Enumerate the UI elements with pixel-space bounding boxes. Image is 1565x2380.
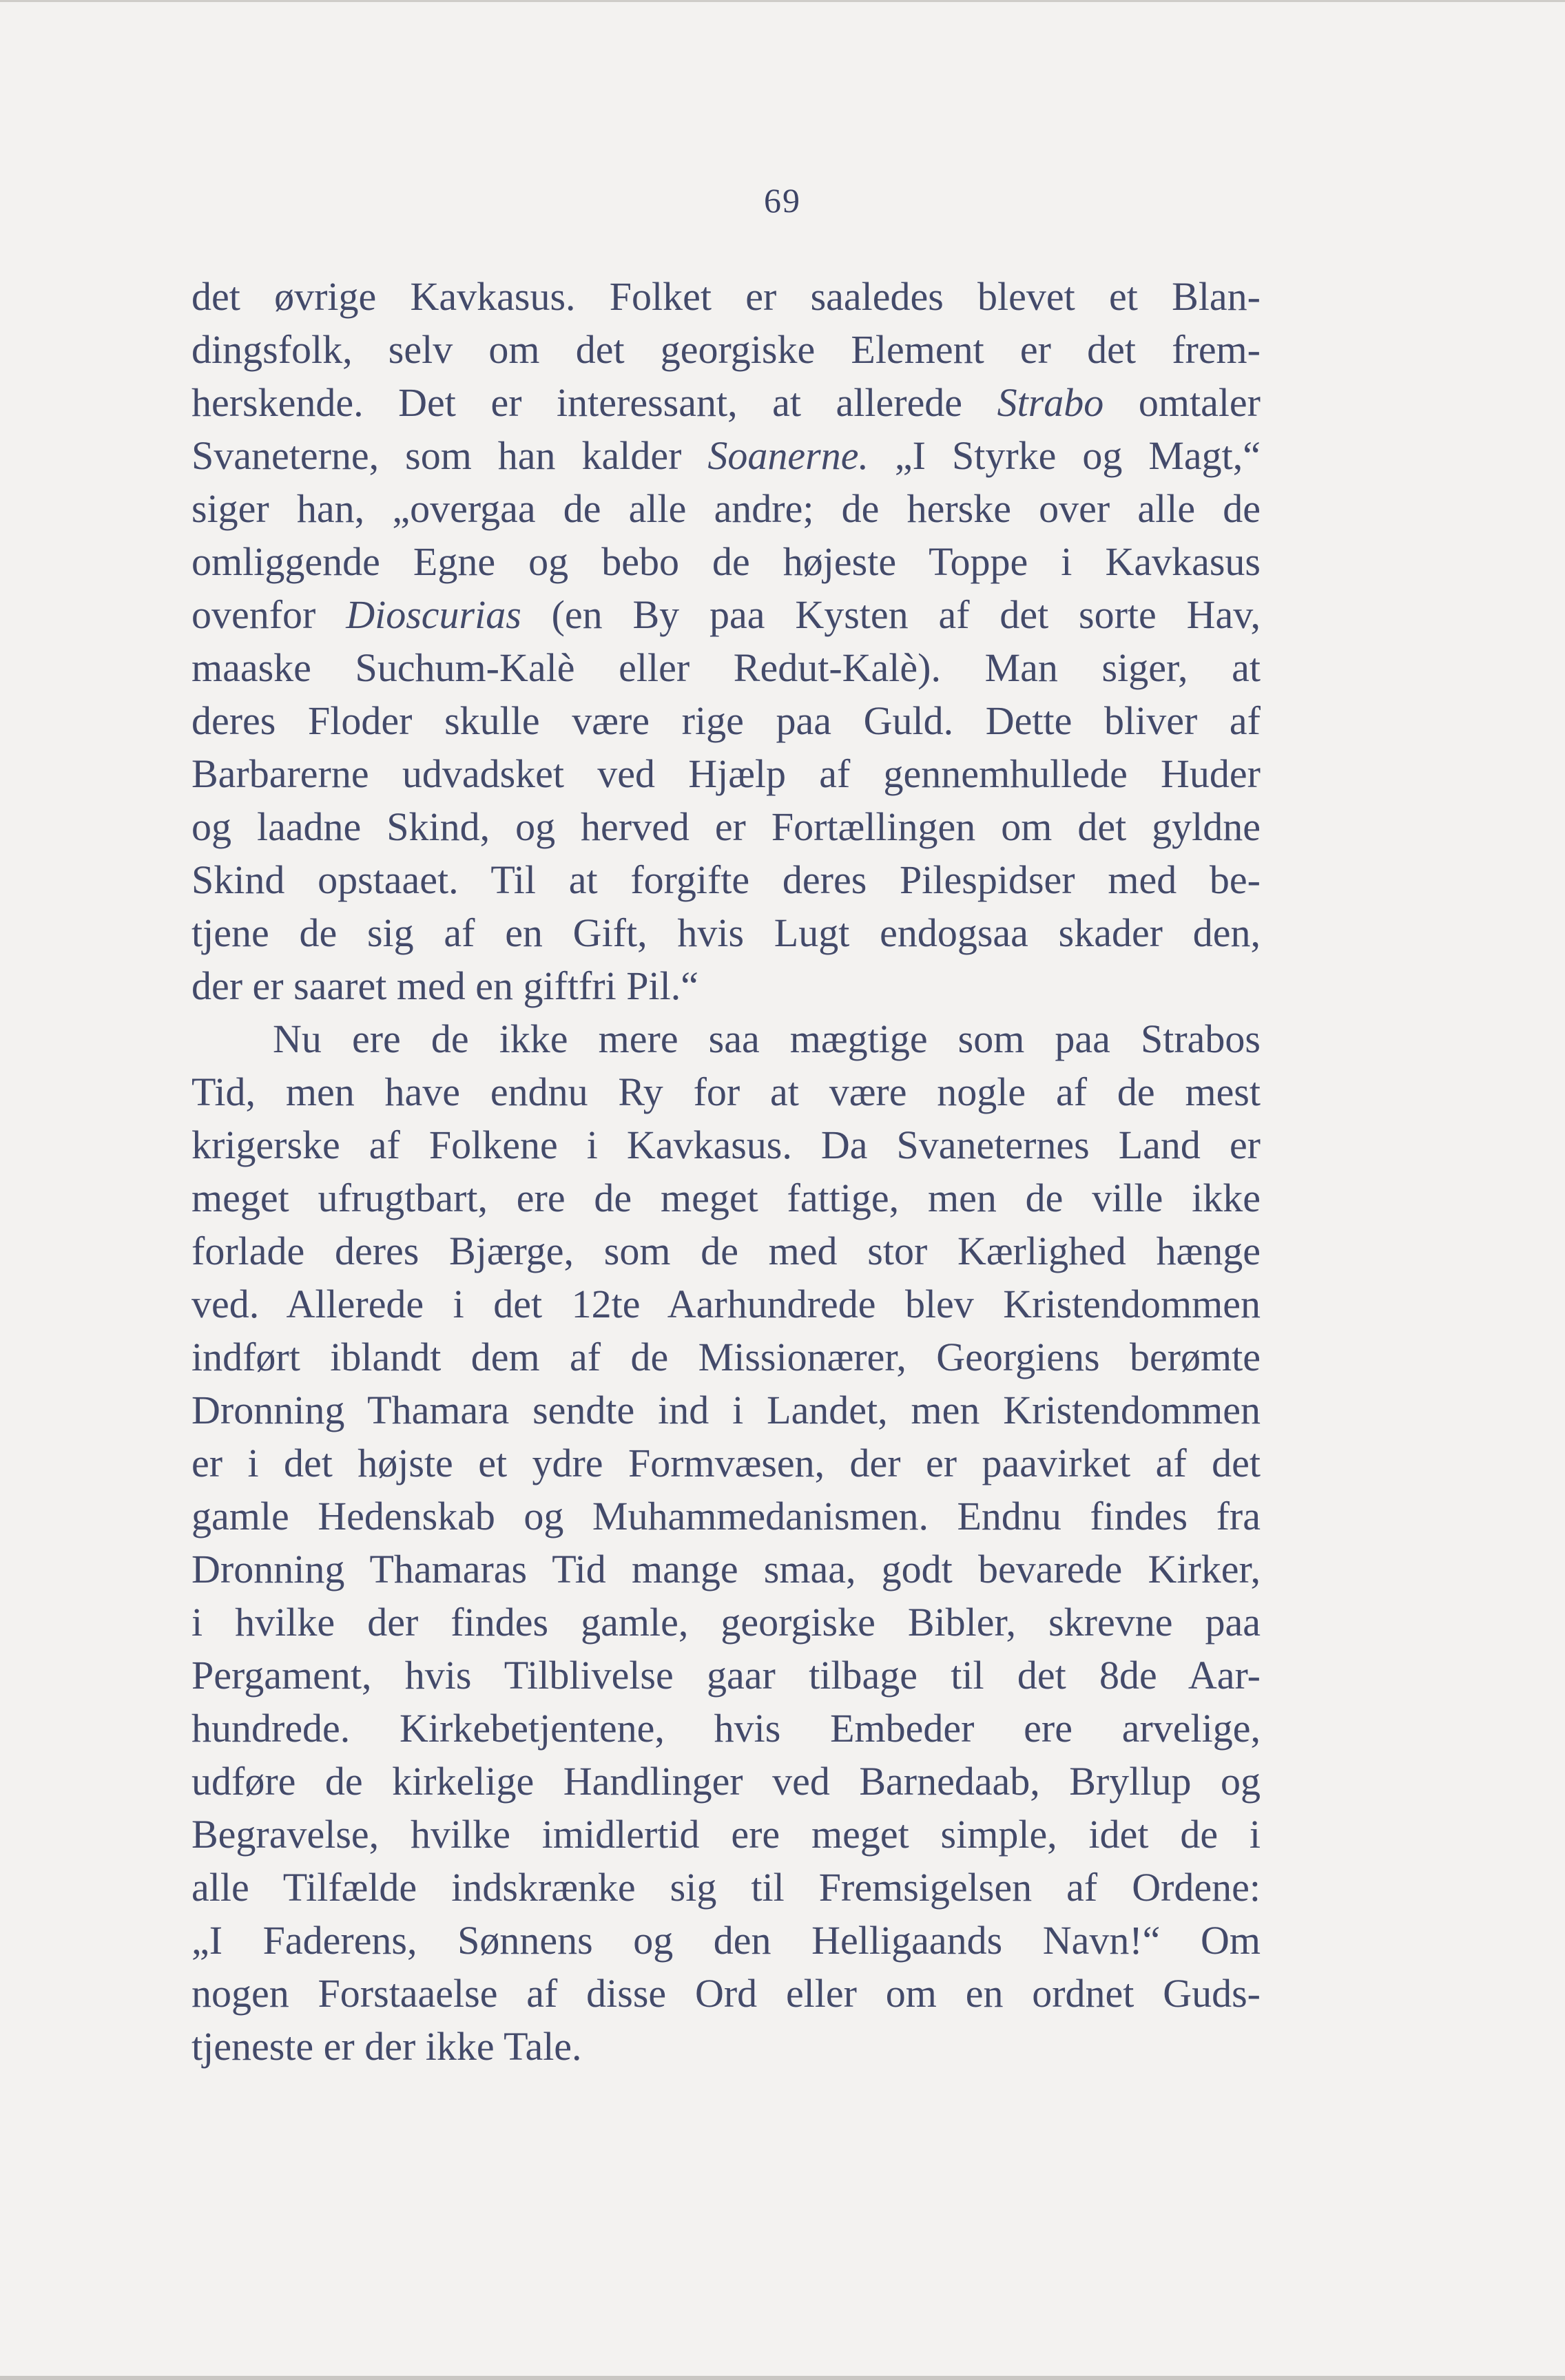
text-line	[191, 1543, 1261, 1596]
text-segment: „I Styrke og Magt,“	[868, 433, 1261, 478]
text-segment: i hvilke der findes gamle, georgiske Bibler, skrevne paa	[191, 1600, 1261, 1645]
text-segment: Nu ere de ikke mere saa mægtige som paa Strabos	[273, 1016, 1261, 1061]
text-segment: udføre de kirkelige Handlinger ved Barnedaab, Bryllup og	[191, 1759, 1261, 1804]
text-line	[191, 959, 1261, 1012]
text-segment: indført iblandt dem af de Missionærer, Georgiens berømte	[191, 1335, 1261, 1379]
body-text	[191, 270, 1261, 2073]
text-line	[191, 429, 1261, 482]
text-line	[191, 1702, 1261, 1755]
text-line	[191, 694, 1261, 747]
text-line	[191, 482, 1261, 535]
text-line	[191, 1755, 1261, 1808]
text-line	[191, 1967, 1261, 2020]
text-segment: ovenfor	[191, 592, 346, 637]
text-line	[191, 1118, 1261, 1171]
text-line	[191, 1065, 1261, 1118]
text-line	[191, 1384, 1261, 1437]
text-line	[191, 1649, 1261, 1702]
italic-term: Dioscurias	[346, 592, 521, 637]
text-segment: omtaler	[1103, 380, 1261, 425]
text-segment: herskende. Det er interessant, at allerede	[191, 380, 997, 425]
text-segment: krigerske af Folkene i Kavkasus. Da Svaneternes Land er	[191, 1123, 1261, 1167]
text-segment: tjene de sig af en Gift, hvis Lugt endogsaa skader den,	[191, 910, 1261, 955]
text-segment: er i det højste et ydre Formvæsen, der er paavirket af det	[191, 1441, 1261, 1485]
text-segment: Skind opstaaet. Til at forgifte deres Pilespidser med be-	[191, 857, 1261, 902]
text-line	[191, 535, 1261, 588]
text-line	[191, 747, 1261, 800]
text-line	[191, 1330, 1261, 1384]
text-segment: omliggende Egne og bebo de højeste Toppe i Kavkasus	[191, 539, 1261, 584]
text-line	[191, 906, 1261, 959]
text-line	[191, 1437, 1261, 1490]
text-line	[191, 270, 1261, 323]
text-segment: maaske Suchum-Kalè eller Redut-Kalè). Man siger, at	[191, 645, 1261, 690]
text-segment: nogen Forstaaelse af disse Ord eller om en ordnet Guds-	[191, 1971, 1261, 2016]
text-line	[191, 641, 1261, 694]
text-segment: alle Tilfælde indskrænke sig til Fremsigelsen af Ordene:	[191, 1865, 1261, 1910]
text-segment: tjeneste er der ikke Tale.	[191, 2024, 582, 2069]
page-edge-top	[0, 0, 1565, 2]
page-edge-bottom	[0, 2376, 1565, 2380]
text-line	[191, 853, 1261, 906]
page-number: 69	[764, 181, 801, 220]
text-segment: og laadne Skind, og herved er Fortællingen om det gyldne	[191, 804, 1261, 849]
text-line	[191, 1914, 1261, 1967]
text-line	[191, 2020, 1261, 2073]
text-line	[191, 1596, 1261, 1649]
text-segment: det øvrige Kavkasus. Folket er saaledes blevet et Blan-	[191, 274, 1261, 319]
text-line	[191, 1224, 1261, 1277]
text-line	[191, 1277, 1261, 1330]
text-line	[191, 376, 1261, 429]
text-line	[191, 323, 1261, 376]
text-segment: der er saaret med en giftfri Pil.“	[191, 963, 698, 1008]
text-segment: dingsfolk, selv om det georgiske Element er det frem-	[191, 327, 1261, 372]
text-segment: hundrede. Kirkebetjentene, hvis Embeder ere arvelige,	[191, 1706, 1261, 1751]
italic-term: Soanerne.	[707, 433, 869, 478]
text-line	[191, 1490, 1261, 1543]
text-segment: Barbarerne udvadsket ved Hjælp af gennemhullede Huder	[191, 751, 1261, 796]
text-line	[191, 1012, 1261, 1065]
text-segment: „I Faderens, Sønnens og den Helligaands Navn!“ Om	[191, 1918, 1261, 1963]
text-line	[191, 800, 1261, 853]
text-segment: siger han, „overgaa de alle andre; de herske over alle de	[191, 486, 1261, 531]
text-line	[191, 588, 1261, 641]
text-segment: meget ufrugtbart, ere de meget fattige, men de ville ikke	[191, 1176, 1261, 1220]
text-segment: (en By paa Kysten af det sorte Hav,	[521, 592, 1261, 637]
text-segment: deres Floder skulle være rige paa Guld. Dette bliver af	[191, 698, 1261, 743]
text-segment: forlade deres Bjærge, som de med stor Kærlighed hænge	[191, 1229, 1261, 1273]
text-line	[191, 1171, 1261, 1224]
text-segment: Dronning Thamaras Tid mange smaa, godt bevarede Kirker,	[191, 1547, 1261, 1591]
text-segment: Pergament, hvis Tilblivelse gaar tilbage til det 8de Aar-	[191, 1653, 1261, 1698]
text-segment: Begravelse, hvilke imidlertid ere meget simple, idet de i	[191, 1812, 1261, 1857]
text-segment: Svaneterne, som han kalder	[191, 433, 708, 478]
text-line	[191, 1808, 1261, 1861]
italic-term: Strabo	[997, 380, 1104, 425]
text-segment: ved. Allerede i det 12te Aarhundrede blev Kristendommen	[191, 1282, 1261, 1326]
text-segment: Tid, men have endnu Ry for at være nogle af de mest	[191, 1069, 1261, 1114]
text-segment: gamle Hedenskab og Muhammedanismen. Endnu findes fra	[191, 1494, 1261, 1538]
text-segment: Dronning Thamara sendte ind i Landet, men Kristendommen	[191, 1388, 1261, 1432]
text-line	[191, 1861, 1261, 1914]
